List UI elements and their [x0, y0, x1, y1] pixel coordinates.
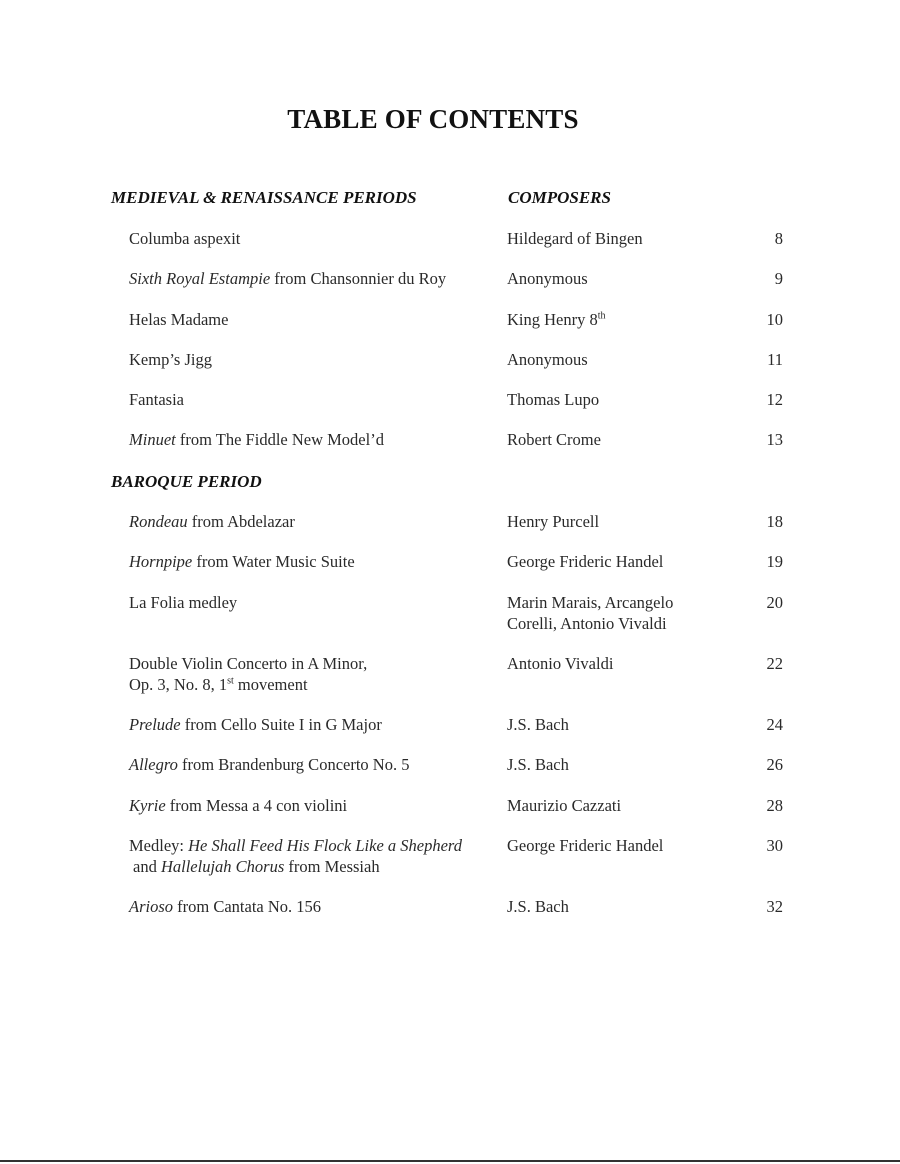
- entry-title-italic: Arioso: [129, 897, 174, 916]
- toc-entry: [0, 268, 900, 308]
- entry-title-line2-pre: and: [133, 857, 161, 876]
- entry-title-rest: from Water Music Suite: [192, 552, 355, 571]
- entry-title: [129, 653, 499, 695]
- entry-composer: Anonymous: [507, 269, 588, 288]
- entry-composer-line2: Corelli, Antonio Vivaldi: [507, 614, 667, 633]
- entry-title-line1: [129, 835, 499, 856]
- toc-entry: [0, 309, 900, 349]
- entry-composer: Anonymous: [507, 350, 588, 369]
- toc-entry: [0, 795, 900, 835]
- entry-title-rest: from Cantata No. 156: [173, 897, 322, 916]
- entry-composer: Thomas Lupo: [507, 390, 600, 409]
- entry-page: 11: [767, 350, 783, 369]
- entry-composer: J.S. Bach: [507, 715, 569, 734]
- entry-title-line2-b: movement: [233, 675, 308, 694]
- entry-composer: Henry Purcell: [507, 512, 600, 531]
- entry-page: 9: [774, 269, 783, 288]
- entry-title: La Folia medley: [129, 593, 238, 612]
- entry-title-italic: Hornpipe: [129, 552, 193, 571]
- entry-title: [129, 429, 499, 450]
- entry-title-italic: Minuet: [129, 430, 176, 449]
- toc-entry: [0, 754, 900, 794]
- entry-title-italic: Allegro: [129, 755, 178, 774]
- section-heading-baroque: BAROQUE PERIOD: [111, 472, 262, 491]
- page-title: TABLE OF CONTENTS: [287, 104, 579, 134]
- entry-title: [129, 511, 499, 532]
- entry-title: Fantasia: [129, 390, 184, 409]
- toc-entry: [0, 228, 900, 268]
- entry-page: 22: [766, 654, 783, 673]
- entry-composer-name: King Henry 8: [507, 310, 598, 329]
- entry-page: 8: [774, 229, 783, 248]
- entry-composer: [507, 592, 717, 634]
- entry-title: Kemp’s Jigg: [129, 350, 212, 369]
- entry-title-line1: Double Violin Concerto in A Minor,: [129, 654, 368, 673]
- entry-composer: J.S. Bach: [507, 755, 569, 774]
- entry-title-line2-a: Op. 3, No. 8, 1: [129, 675, 228, 694]
- entry-title-rest: from Messa a 4 con violini: [165, 796, 348, 815]
- entry-title: [129, 551, 499, 572]
- entry-page: 18: [766, 512, 783, 531]
- entry-page: 19: [766, 552, 783, 571]
- toc-entry: [0, 551, 900, 591]
- entry-title-line2-rest: from Messiah: [284, 857, 380, 876]
- entry-page: 26: [766, 755, 783, 774]
- entry-composer: George Frideric Handel: [507, 552, 664, 571]
- entry-title: [129, 268, 499, 289]
- entry-composer: George Frideric Handel: [507, 836, 664, 855]
- entry-title-pre: Medley:: [129, 836, 189, 855]
- entry-composer: Hildegard of Bingen: [507, 229, 643, 248]
- entry-title-italic: He Shall Feed His Flock Like a Shepherd: [188, 836, 462, 855]
- entry-composer: J.S. Bach: [507, 897, 569, 916]
- entry-page: 12: [766, 390, 783, 409]
- toc-entry: [0, 835, 900, 875]
- entry-title-rest: from The Fiddle New Model’d: [175, 430, 384, 449]
- entry-title: [129, 714, 499, 735]
- entry-title-italic: Prelude: [129, 715, 181, 734]
- toc-entry: [0, 592, 900, 632]
- entry-page: 24: [766, 715, 783, 734]
- entry-page: 20: [766, 593, 783, 612]
- entry-page: 30: [766, 836, 783, 855]
- entry-composer: Maurizio Cazzati: [507, 796, 622, 815]
- entry-composer: [507, 309, 717, 330]
- entry-composer-ordinal: th: [597, 310, 606, 322]
- entry-composer: Antonio Vivaldi: [507, 654, 614, 673]
- entry-title: [129, 835, 499, 877]
- entry-page: 32: [766, 897, 783, 916]
- entry-title-italic: Kyrie: [129, 796, 166, 815]
- entry-title-rest: from Chansonnier du Roy: [270, 269, 447, 288]
- toc-entry: [0, 653, 900, 693]
- entry-title: [129, 896, 499, 917]
- toc-entry: [0, 349, 900, 389]
- entry-title-rest: from Cello Suite I in G Major: [180, 715, 382, 734]
- entry-composer: Robert Crome: [507, 430, 601, 449]
- entry-title-ordinal: st: [227, 675, 234, 687]
- page-bottom-border: [0, 1160, 900, 1162]
- toc-entry: [0, 714, 900, 754]
- entry-page: 13: [766, 430, 783, 449]
- entry-page: 10: [766, 310, 783, 329]
- entry-title: Columba aspexit: [129, 229, 241, 248]
- entry-title-italic: Rondeau: [129, 512, 188, 531]
- entry-title: [129, 795, 499, 816]
- entry-title-line2-italic: Hallelujah Chorus: [160, 857, 285, 876]
- entry-title-rest: from Abdelazar: [187, 512, 295, 531]
- section-heading-medieval: MEDIEVAL & RENAISSANCE PERIODS: [111, 188, 417, 207]
- toc-entry: [0, 896, 900, 936]
- entry-page: 28: [766, 796, 783, 815]
- entry-title: Helas Madame: [129, 310, 229, 329]
- composers-column-heading: COMPOSERS: [508, 188, 611, 207]
- entry-title-rest: from Brandenburg Concerto No. 5: [177, 755, 410, 774]
- entry-title-line2: [129, 674, 499, 695]
- entry-title-line2: [129, 856, 499, 877]
- entry-title: [129, 754, 499, 775]
- toc-entry: [0, 511, 900, 551]
- toc-entry: [0, 429, 900, 469]
- toc-entry: [0, 389, 900, 429]
- entry-title-italic: Sixth Royal Estampie: [129, 269, 271, 288]
- entry-composer-line1: Marin Marais, Arcangelo: [507, 593, 674, 612]
